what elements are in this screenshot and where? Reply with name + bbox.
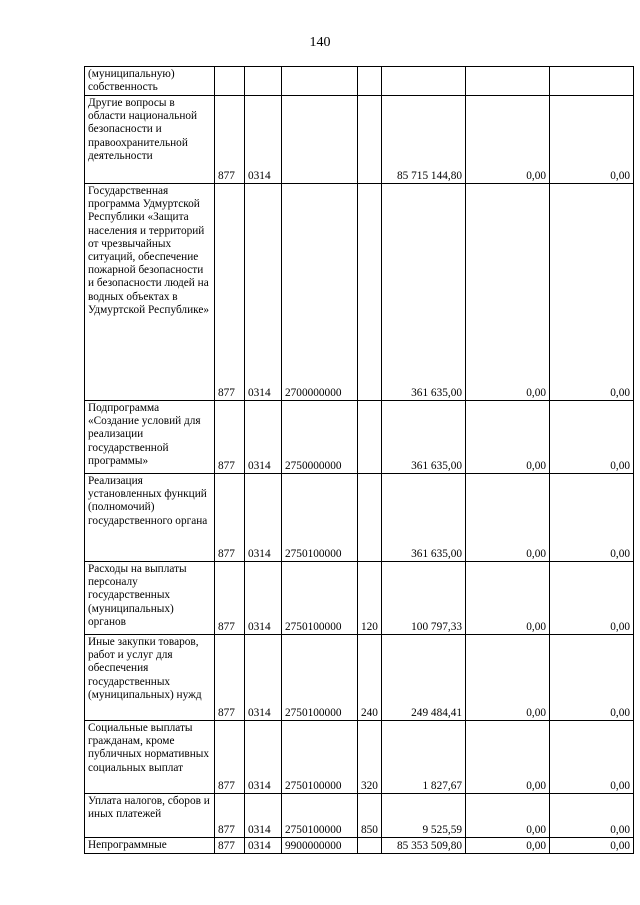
- amount-col2: [466, 67, 550, 96]
- amount-col3: 0,00: [550, 794, 634, 838]
- page-number: 140: [309, 35, 331, 50]
- target-article: 2750100000: [282, 635, 358, 721]
- amount-col2: 0,00: [466, 721, 550, 794]
- table-row: [85, 794, 634, 838]
- amount-col2: 0,00: [466, 838, 550, 854]
- table-row: [85, 401, 634, 474]
- budget-table: [84, 66, 634, 854]
- amount-main: [382, 67, 466, 96]
- amount-col3: 0,00: [550, 96, 634, 184]
- ministry-code: 877: [215, 96, 245, 184]
- amount-main: 249 484,41: [382, 635, 466, 721]
- table-row: [85, 67, 634, 96]
- row-name: Социальные выплаты гражданам, кроме публичных нормативных социальных выплат: [85, 721, 215, 794]
- expense-type: [358, 401, 382, 474]
- table-row: [85, 635, 634, 721]
- amount-col3: 0,00: [550, 838, 634, 854]
- amount-col3: 0,00: [550, 721, 634, 794]
- ministry-code: 877: [215, 562, 245, 635]
- section-code: 0314: [245, 721, 282, 794]
- section-code: 0314: [245, 838, 282, 854]
- amount-col2: 0,00: [466, 635, 550, 721]
- amount-col3: 0,00: [550, 635, 634, 721]
- section-code: 0314: [245, 794, 282, 838]
- row-name: Непрограммные: [85, 838, 215, 854]
- table-row: [85, 474, 634, 562]
- row-name: Расходы на выплаты персоналу государственных (муниципальных) органов: [85, 562, 215, 635]
- expense-type: [358, 67, 382, 96]
- amount-main: 361 635,00: [382, 401, 466, 474]
- amount-main: 85 353 509,80: [382, 838, 466, 854]
- row-name: (муниципальную) собственность: [85, 67, 215, 96]
- amount-main: 85 715 144,80: [382, 96, 466, 184]
- ministry-code: 877: [215, 635, 245, 721]
- row-name: Реализация установленных функций (полномочий) государственного органа: [85, 474, 215, 562]
- section-code: 0314: [245, 401, 282, 474]
- expense-type: [358, 96, 382, 184]
- amount-main: 361 635,00: [382, 184, 466, 401]
- target-article: 9900000000: [282, 838, 358, 854]
- expense-type: 320: [358, 721, 382, 794]
- amount-col2: 0,00: [466, 474, 550, 562]
- row-name: Другие вопросы в области национальной безопасности и правоохранительной деятельности: [85, 96, 215, 184]
- table-row: [85, 562, 634, 635]
- amount-main: 100 797,33: [382, 562, 466, 635]
- target-article: 2750100000: [282, 562, 358, 635]
- section-code: 0314: [245, 184, 282, 401]
- amount-col2: 0,00: [466, 794, 550, 838]
- ministry-code: 877: [215, 838, 245, 854]
- target-article: 2750100000: [282, 474, 358, 562]
- expense-type: [358, 474, 382, 562]
- row-name: Подпрограмма «Создание условий для реализации государственной программы»: [85, 401, 215, 474]
- expense-type: 240: [358, 635, 382, 721]
- amount-col3: 0,00: [550, 474, 634, 562]
- amount-col2: 0,00: [466, 401, 550, 474]
- target-article: 2750000000: [282, 401, 358, 474]
- row-name: Государственная программа Удмуртской Республики «Защита населения и территорий от чрезвычайных ситуаций, обеспечение пожарной безопасности и безопасности людей на водных объектах в Удмуртской Республике»: [85, 184, 215, 401]
- expense-type: [358, 184, 382, 401]
- ministry-code: 877: [215, 794, 245, 838]
- expense-type: 120: [358, 562, 382, 635]
- section-code: 0314: [245, 562, 282, 635]
- amount-main: 361 635,00: [382, 474, 466, 562]
- row-name: Иные закупки товаров, работ и услуг для обеспечения государственных (муниципальных) нужд: [85, 635, 215, 721]
- section-code: 0314: [245, 474, 282, 562]
- amount-col2: 0,00: [466, 562, 550, 635]
- table-body: [85, 67, 634, 854]
- amount-main: 9 525,59: [382, 794, 466, 838]
- ministry-code: 877: [215, 474, 245, 562]
- target-article: 2750100000: [282, 721, 358, 794]
- target-article: 2700000000: [282, 184, 358, 401]
- table-row: [85, 184, 634, 401]
- section-code: 0314: [245, 96, 282, 184]
- section-code: 0314: [245, 635, 282, 721]
- ministry-code: [215, 67, 245, 96]
- table-row: [85, 721, 634, 794]
- ministry-code: 877: [215, 721, 245, 794]
- target-article: [282, 67, 358, 96]
- target-article: 2750100000: [282, 794, 358, 838]
- amount-col3: [550, 67, 634, 96]
- table-row: [85, 96, 634, 184]
- amount-col3: 0,00: [550, 184, 634, 401]
- ministry-code: 877: [215, 184, 245, 401]
- expense-type: [358, 838, 382, 854]
- expense-type: 850: [358, 794, 382, 838]
- table-row: [85, 838, 634, 854]
- target-article: [282, 96, 358, 184]
- row-name: Уплата налогов, сборов и иных платежей: [85, 794, 215, 838]
- section-code: [245, 67, 282, 96]
- amount-col2: 0,00: [466, 184, 550, 401]
- amount-col3: 0,00: [550, 401, 634, 474]
- ministry-code: 877: [215, 401, 245, 474]
- amount-main: 1 827,67: [382, 721, 466, 794]
- amount-col2: 0,00: [466, 96, 550, 184]
- amount-col3: 0,00: [550, 562, 634, 635]
